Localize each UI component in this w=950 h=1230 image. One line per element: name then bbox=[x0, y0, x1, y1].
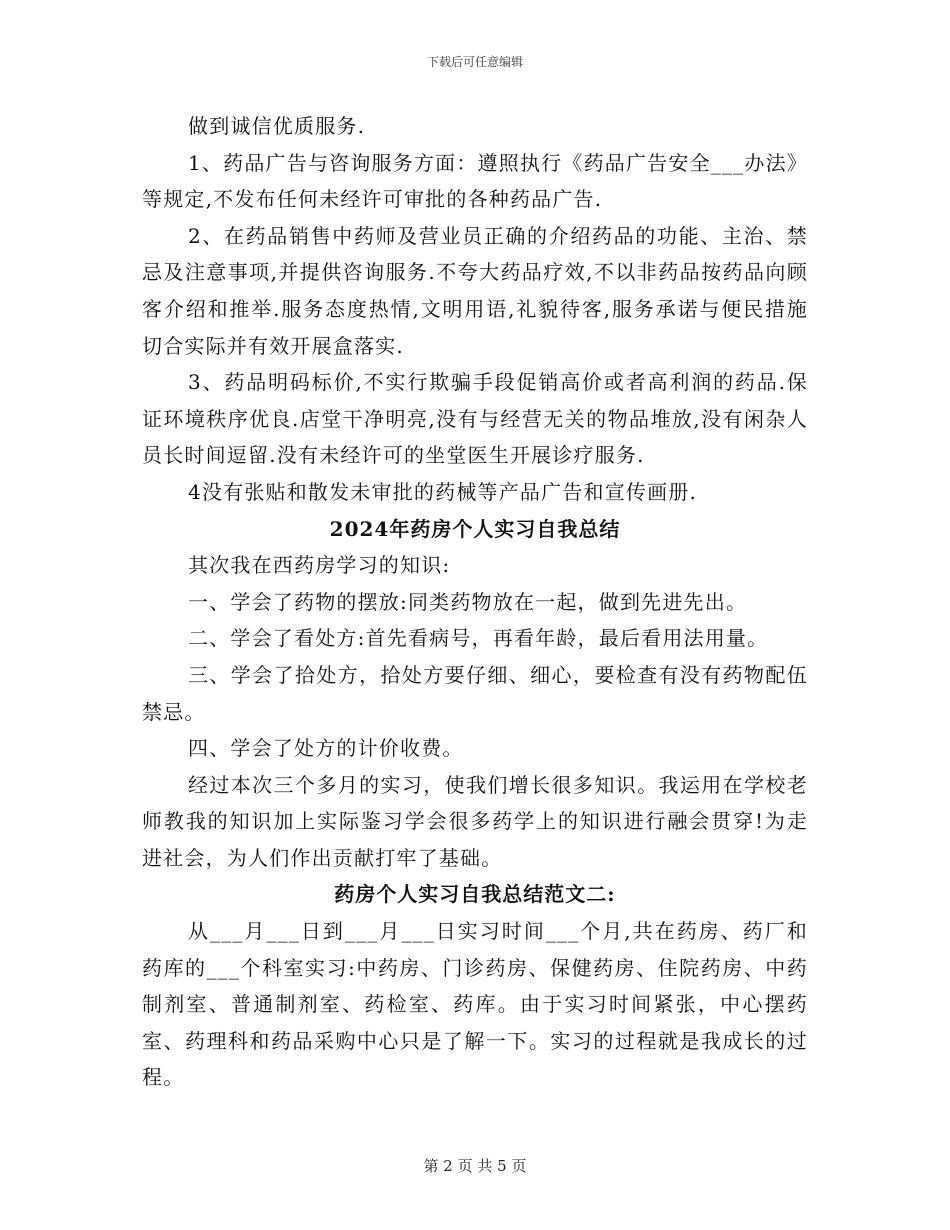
body-paragraph: 4没有张贴和散发未审批的药械等产品广告和宣传画册. bbox=[188, 479, 698, 504]
section-heading: 药房个人实习自我总结范文二: bbox=[334, 882, 616, 907]
body-paragraph: 2、在药品销售中药师及营业员正确的介绍药品的功能、主治、禁忌及注意事项,并提供咨询服务.不夸大药品疗效,不以非药品按药品向顾客介绍和推举.服务态度热情,文明用语,礼貌待客,服务承诺与便民措施切合实际并有效开展盒落实. bbox=[142, 223, 808, 358]
body-paragraph: 做到诚信优质服务. bbox=[188, 114, 366, 138]
body-paragraph: 经过本次三个多月的实习，使我们增长很多知识。我运用在学校老师教我的知识加上实际鉴习学会很多药学上的知识进行融会贯穿!为走进社会，为人们作出贡献打牢了基础。 bbox=[142, 772, 808, 870]
body-paragraph: 从___月___日到___月___日实习时间___个月,共在药房、药厂和药库的___个科室实习:中药房、门诊药房、保健药房、住院药房、中药制剂室、普通制剂室、药检室、药库。由于实习时间紧张，中心摆药室、药理科和药品采购中心只是了解一下。实习的过程就是我成长的过程。 bbox=[142, 919, 808, 1090]
document-body bbox=[142, 108, 808, 1096]
section-heading: 2024年药房个人实习自我总结 bbox=[329, 516, 621, 541]
body-paragraph: 一、学会了药物的摆放:同类药物放在一起，做到先进先出。 bbox=[188, 589, 748, 614]
body-paragraph: 3、药品明码标价,不实行欺骗手段促销高价或者高利润的药品.保证环境秩序优良.店堂干净明亮,没有与经营无关的物品堆放,没有闲杂人员长时间逗留.没有未经许可的坐堂医生开展诊疗服务. bbox=[142, 370, 808, 468]
body-paragraph: 其次我在西药房学习的知识: bbox=[188, 553, 451, 578]
body-paragraph: 四、学会了处方的计价收费。 bbox=[188, 736, 464, 761]
page-footer-number: 第 2 页 共 5 页 bbox=[423, 1157, 527, 1175]
body-paragraph: 二、学会了看处方:首先看病号，再看年龄，最后看用法用量。 bbox=[188, 626, 769, 651]
body-paragraph: 1、药品广告与咨询服务方面：遵照执行《药品广告安全___办法》等规定,不发布任何未经许可审批的各种药品广告. bbox=[142, 150, 808, 212]
body-paragraph: 三、学会了拾处方，拾处方要仔细、细心，要检查有没有药物配伍禁忌。 bbox=[142, 662, 808, 724]
page-header-note: 下载后可任意编辑 bbox=[426, 55, 523, 69]
